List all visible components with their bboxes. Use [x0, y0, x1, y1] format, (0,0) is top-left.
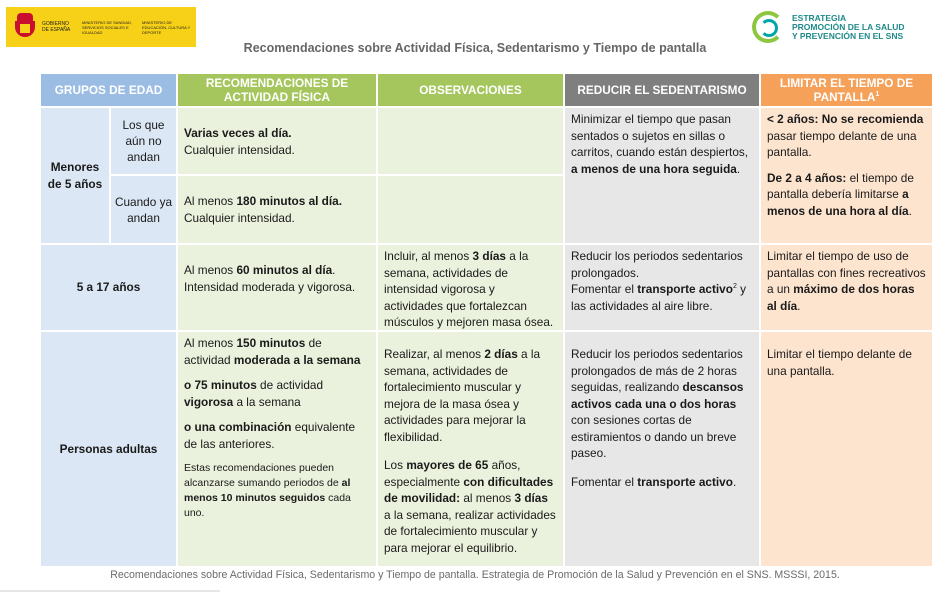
obs-adults-los: Los — [384, 458, 407, 472]
screen-under2-bold: < 2 años: No se recomienda — [767, 112, 924, 126]
screen-5-17-bold: máximo de dos horas al día — [767, 282, 915, 313]
obs-walking — [378, 176, 563, 243]
obs-5-17-prefix: Incluir, al menos — [384, 249, 473, 263]
strategy-line-1: ESTRATEGIA — [792, 12, 847, 23]
rec-walking-minutes: 180 minutos al día. — [236, 194, 343, 208]
obs-adults — [378, 332, 563, 566]
strategy-line-2: PROMOCIÓN DE LA SALUD — [792, 21, 905, 32]
sed-5-17-line1: Reducir los periodos sedentarios prolongados. — [571, 249, 743, 280]
rec-adults-prefix: Al menos — [184, 336, 237, 350]
col-header-sedentarism: REDUCIR EL SEDENTARISMO — [565, 74, 759, 106]
rec-adults-vigorous: vigorosa — [184, 394, 234, 409]
rec-adults-note: Estas recomendaciones pueden alcanzarse sumando periodos de — [184, 462, 342, 489]
col-header-observations: OBSERVACIONES — [378, 74, 563, 106]
ministry-health-label: MINISTERIO DE SANIDAD, SERVICIOS SOCIALES E IGUALDAD — [82, 19, 133, 35]
document-title: Recomendaciones sobre Actividad Física, Sedentarismo y Tiempo de pantalla — [243, 41, 707, 55]
source-footer: Recomendaciones sobre Actividad Física, Sedentarismo y Tiempo de pantalla. Estrategia de Promoción de la Salud y Prevención en el SNS. MSSSI, 2015. — [110, 569, 840, 581]
obs-5-17-text: a la semana, actividades de intensidad vigorosa y actividades que fortalezcan músculos y mejoren masa ósea. — [384, 249, 554, 329]
sed-5-17-transport: transporte activo — [637, 282, 733, 296]
rec-not-walking — [178, 108, 376, 174]
obs-adults-3days: 3 días — [514, 491, 548, 505]
screen-2to4-bold: De 2 a 4 años: — [767, 170, 847, 185]
strategy-line-3: Y PREVENCIÓN EN EL SNS — [792, 30, 904, 41]
screen-2to4-text: el tiempo de pantalla debería limitarse — [767, 170, 914, 201]
screen-under2-text: pasar tiempo delante de una pantalla. — [767, 128, 917, 159]
obs-adults-65: mayores de 65 — [406, 458, 489, 472]
rec-5-17 — [178, 245, 376, 330]
sed-adults-hours: cada una o dos horas — [611, 396, 737, 411]
sed-adults-end: . — [732, 474, 737, 489]
sub-group-not-walking: Los que aún no andan — [111, 108, 176, 174]
sed-under5-text: Minimizar el tiempo que pasan sentados o sujetos en sillas o carritos, cuando están despiertos, — [571, 112, 749, 159]
obs-5-17-days: 3 días — [472, 249, 506, 263]
rec-adults-activity2: de actividad — [256, 378, 324, 392]
sed-under5-end: . — [736, 161, 741, 176]
rec-adults-activity: de actividad — [184, 336, 322, 367]
obs-adults-prefix: Realizar, al menos — [384, 347, 485, 361]
rec-adults-week: a la semana — [233, 394, 301, 409]
sed-adults-transport: transporte activo — [637, 474, 733, 489]
col-header-age-groups: GRUPOS DE EDAD — [41, 74, 176, 106]
col-header-screen-time — [761, 74, 932, 106]
col-header-recommendations: RECOMENDACIONES DE ACTIVIDAD FÍSICA — [178, 74, 376, 106]
sed-5-17-text: y las actividades al aire libre. — [571, 282, 747, 313]
obs-adults-balance: a la semana, realizar actividades de fortalecimiento muscular y para mejorar el equilibrio. — [384, 507, 556, 555]
rec-5-17-minutes: 60 minutos al día — [236, 263, 333, 277]
rec-walking-prefix: Al menos — [184, 194, 237, 208]
rec-5-17-intensity: Intensidad moderada y vigorosa. — [184, 279, 356, 294]
rec-not-walking-line1: Varias veces al día. — [184, 126, 292, 140]
sedentarism-5-17 — [565, 245, 759, 330]
age-group-under-5: Menores de 5 años — [41, 108, 109, 243]
sub-group-walking: Cuando ya andan — [111, 176, 176, 243]
age-group-adults: Personas adultas — [41, 332, 176, 566]
rec-5-17-prefix: Al menos — [184, 263, 237, 277]
government-label: GOBIERNO DE ESPAÑA — [42, 21, 71, 33]
sed-5-17-prefix: Fomentar el — [571, 282, 638, 296]
footer-divider — [0, 590, 220, 592]
rec-adults-combination: o una combinación — [184, 420, 292, 434]
rec-adults — [178, 332, 376, 566]
obs-adults-atleast: al menos — [460, 491, 515, 505]
rec-adults-10min: al menos 10 minutos seguidos — [184, 477, 351, 504]
ministry-education-label: MINISTERIO DE EDUCACIÓN, CULTURA Y DEPORTE — [142, 19, 191, 35]
sedentarism-under-5 — [565, 108, 759, 243]
sed-adults-breaks: descansos activos — [571, 380, 744, 411]
screen-5-17-text: Limitar el tiempo de uso de pantallas con fines recreativos a un — [767, 249, 926, 296]
obs-adults-mobility: con dificultades de movilidad: — [384, 474, 554, 505]
rec-walking-intensity: Cualquier intensidad. — [184, 210, 295, 225]
sed-adults-stretch: con sesiones cortas de estiramientos o dando un breve paseo. — [571, 413, 737, 460]
obs-adults-especially: años, especialmente — [384, 458, 521, 489]
footnote-1-marker: 1 — [875, 91, 880, 99]
rec-walking — [178, 176, 376, 243]
rec-adults-150: 150 minutos — [236, 336, 306, 350]
obs-5-17 — [378, 245, 563, 330]
sed-adults-promote: Fomentar el — [571, 474, 638, 489]
screen-under-5 — [761, 108, 932, 243]
sed-adults-text: Reducir los periodos sedentarios prolongados de más de 2 horas seguidas, realizando — [571, 347, 743, 394]
obs-not-walking — [378, 108, 563, 174]
obs-adults-2days: 2 días — [484, 347, 518, 361]
age-group-5-17: 5 a 17 años — [41, 245, 176, 330]
rec-adults-equivalent: equivalente de las anteriores. — [184, 420, 356, 451]
screen-2to4-end: . — [908, 203, 912, 218]
screen-header-text: LIMITAR EL TIEMPO DE PANTALLA — [779, 76, 914, 104]
rec-adults-moderate: moderada a la semana — [233, 352, 361, 367]
screen-5-17 — [761, 245, 932, 330]
screen-2to4-limit: a menos de una hora al día — [767, 187, 909, 218]
rec-adults-each: cada uno. — [184, 492, 351, 519]
rec-5-17-end: . — [332, 263, 336, 277]
sed-under5-bold: a menos de una hora seguida — [571, 161, 737, 176]
rec-not-walking-line2: Cualquier intensidad. — [184, 142, 295, 157]
screen-5-17-end: . — [797, 298, 801, 313]
screen-adults: Limitar el tiempo delante de una pantalla. — [761, 332, 932, 566]
sedentarism-adults — [565, 332, 759, 566]
obs-adults-text: a la semana, actividades de fortalecimiento muscular y mejora de la masa ósea y actividades para mejorar la flexibilidad. — [384, 347, 541, 444]
rec-adults-75: o 75 minutos — [184, 378, 257, 392]
footnote-2-marker: 2 — [732, 283, 737, 291]
